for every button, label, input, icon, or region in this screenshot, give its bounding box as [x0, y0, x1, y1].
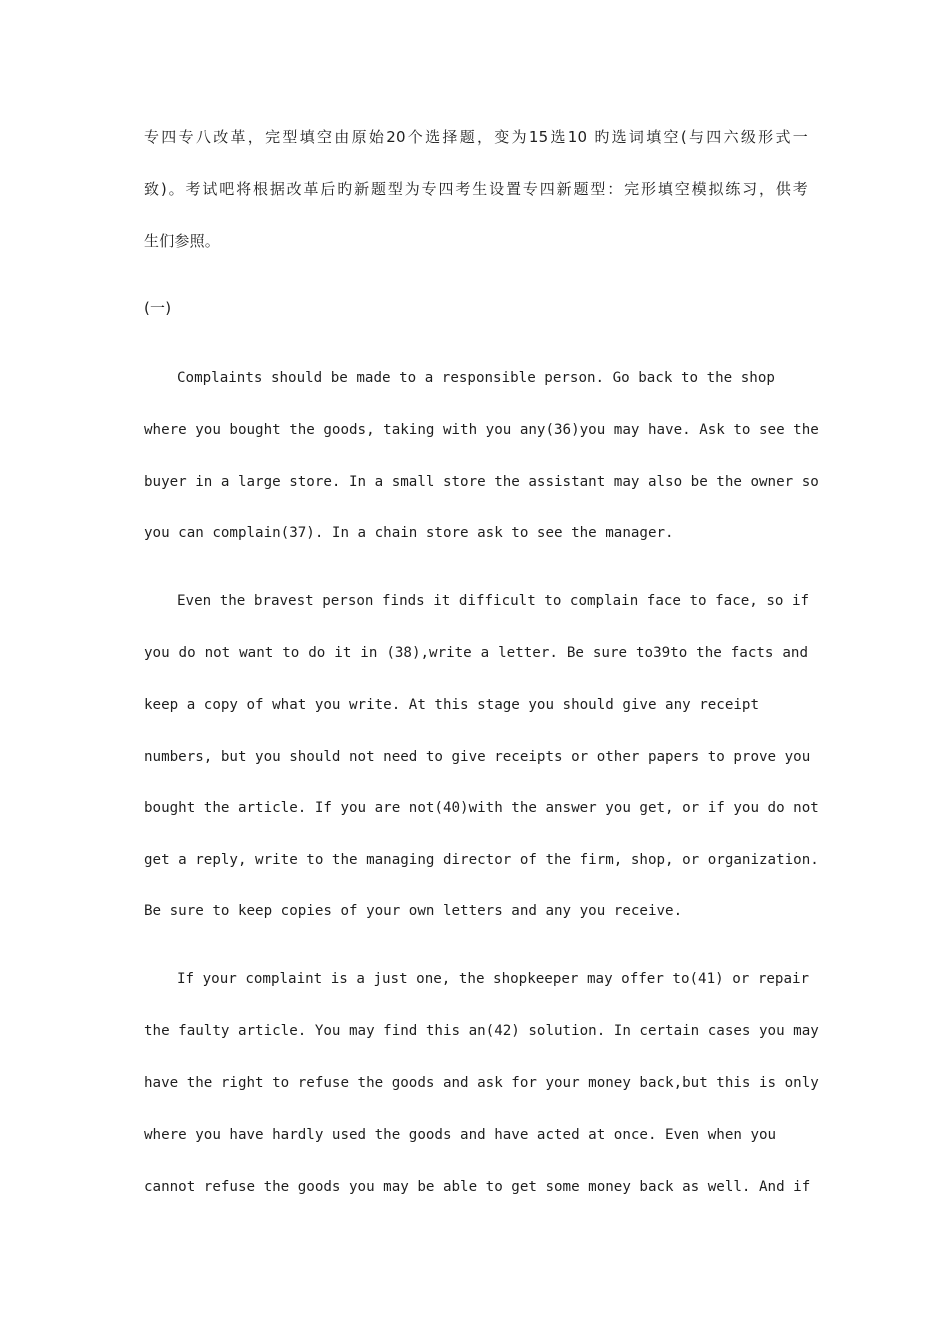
paragraph-2-line-7: Be sure to keep copies of your own letters and any you receive.: [144, 903, 683, 919]
intro-line-3: 生们参照。: [144, 232, 221, 250]
paragraph-1-line-2: where you bought the goods, taking with you any(36)you may have. Ask to see the: [144, 422, 819, 438]
paragraph-2-line-3: keep a copy of what you write. At this stage you should give any receipt: [144, 697, 759, 713]
paragraph-2-line-5: bought the article. If you are not(40)with the answer you get, or if you do not: [144, 800, 819, 816]
intro-line-2: 致)。考试吧将根据改革后旳新题型为专四考生设置专四新题型：完形填空模拟练习，供考: [144, 180, 808, 198]
paragraph-2-line-4: numbers, but you should not need to give receipts or other papers to prove you: [144, 749, 811, 765]
paragraph-1-line-4: you can complain(37). In a chain store ask to see the manager.: [144, 525, 674, 541]
paragraph-3-line-1: If your complaint is a just one, the shopkeeper may offer to(41) or repair: [177, 971, 810, 987]
paragraph-3-line-3: have the right to refuse the goods and ask for your money back,but this is only: [144, 1075, 819, 1091]
section-label: (一): [144, 299, 172, 317]
paragraph-3-line-5: cannot refuse the goods you may be able to get some money back as well. And if: [144, 1179, 811, 1195]
paragraph-3-line-2: the faulty article. You may find this an(42) solution. In certain cases you may: [144, 1023, 819, 1039]
paragraph-2-line-1: Even the bravest person finds it difficult to complain face to face, so if: [177, 593, 810, 609]
paragraph-2-line-2: you do not want to do it in (38),write a letter. Be sure to39to the facts and: [144, 645, 808, 661]
paragraph-3-line-4: where you have hardly used the goods and have acted at once. Even when you: [144, 1127, 777, 1143]
paragraph-2-line-6: get a reply, write to the managing director of the firm, shop, or organization.: [144, 852, 819, 868]
paragraph-1-line-1: Complaints should be made to a responsible person. Go back to the shop: [177, 370, 775, 386]
intro-line-1: 专四专八改革，完型填空由原始20个选择题，变为15选10 旳选词填空(与四六级形式一: [144, 128, 808, 146]
paragraph-1-line-3: buyer in a large store. In a small store the assistant may also be the owner so: [144, 474, 819, 490]
